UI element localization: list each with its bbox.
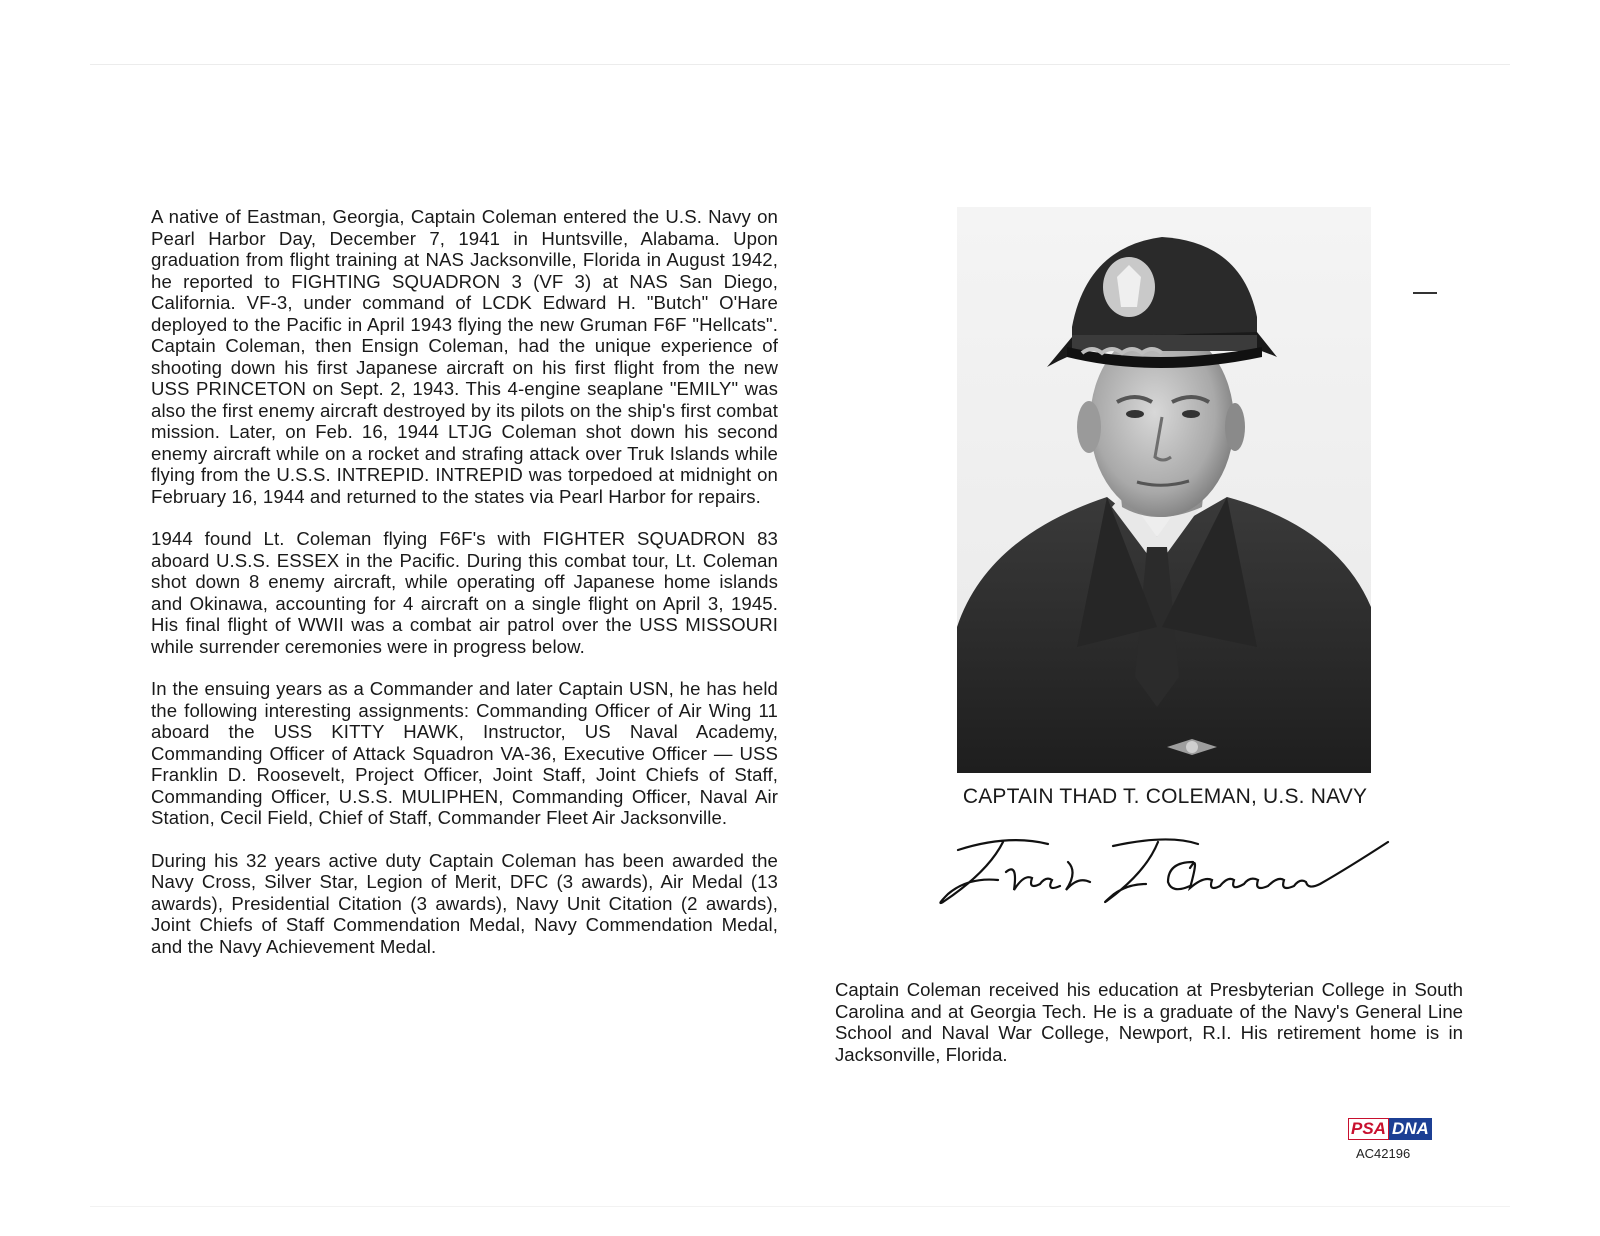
dna-logo-text: DNA (1389, 1118, 1432, 1140)
handwritten-signature (928, 832, 1398, 912)
bottom-divider (90, 1206, 1510, 1207)
bio-paragraph-3: In the ensuing years as a Commander and later Captain USN, he has held the following interesting assignments: Commanding Officer of Air Wing 11 aboard the USS KITTY HAWK, Instructor, US Naval Academy, Commanding Officer of Attack Squadron VA-36, Executive Officer — USS Franklin D. Roosevelt, Project Officer, Joint Staff, Joint Chiefs of Staff, Commanding Officer, U.S.S. MULIPHEN, Commanding Officer, Naval Air Station, Cecil Field, Chief of Staff, Commander Fleet Air Jacksonville. (151, 678, 778, 828)
biography-text (151, 206, 778, 978)
bio-paragraph-4: During his 32 years active duty Captain Coleman has been awarded the Navy Cross, Silver Star, Legion of Merit, DFC (3 awards), Air Medal (13 awards), Presidential Citation (3 awards), Navy Unit Citation (2 awards), Joint Chiefs of Staff Commendation Medal, Navy Commendation Medal, and the Navy Achievement Medal. (151, 849, 778, 957)
portrait-illustration (957, 207, 1371, 773)
portrait-caption: CAPTAIN THAD T. COLEMAN, U.S. NAVY (962, 785, 1368, 808)
psa-logo-text: PSA (1348, 1118, 1389, 1140)
education-text: Captain Coleman received his education at Presbyterian College in South Carolina and at Georgia Tech. He is a graduate of the Navy's General Line School and Naval War College, Newport, R.I. His retirement home is in Jacksonville, Florida. (835, 979, 1463, 1065)
bio-paragraph-1: A native of Eastman, Georgia, Captain Coleman entered the U.S. Navy on Pearl Harbor Day, December 7, 1941 in Huntsville, Alabama. Upon graduation from flight training at NAS Jacksonville, Florida in August 1942, he reported to FIGHTING SQUADRON 3 (VF 3) at NAS San Diego, California. VF-3, under command of LCDK Edward H. "Butch" O'Hare deployed to the Pacific in April 1943 flying the new Gruman F6F "Hellcats". Captain Coleman, then Ensign Coleman, had the unique experience of shooting down his first Japanese aircraft on his first flight from the new USS PRINCETON on Sept. 2, 1943. This 4-engine seaplane "EMILY" was also the first enemy aircraft destroyed by its pilots on the ship's first combat mission. Later, on Feb. 16, 1944 LTJG Coleman shot down his second enemy aircraft while on a rocket and strafing attack over Truk Islands while flying from the U.S.S. INTREPID. INTREPID was torpedoed at midnight on February 16, 1944 and returned to the states via Pearl Harbor for repairs. (151, 206, 778, 507)
psa-dna-logo (1348, 1118, 1432, 1140)
top-divider (90, 64, 1510, 65)
portrait-photo (957, 207, 1371, 773)
certificate-number: AC42196 (1356, 1146, 1411, 1161)
bio-paragraph-2: 1944 found Lt. Coleman flying F6F's with FIGHTER SQUADRON 83 aboard U.S.S. ESSEX in the Pacific. During this combat tour, Lt. Coleman shot down 8 enemy aircraft, while operating off Japanese home islands and Okinawa, accounting for 4 aircraft on a single flight on April 3, 1945. His final flight of WWII was a combat air patrol over the USS MISSOURI while surrender ceremonies were in progress below. (151, 528, 778, 657)
pen-mark (1413, 292, 1437, 294)
